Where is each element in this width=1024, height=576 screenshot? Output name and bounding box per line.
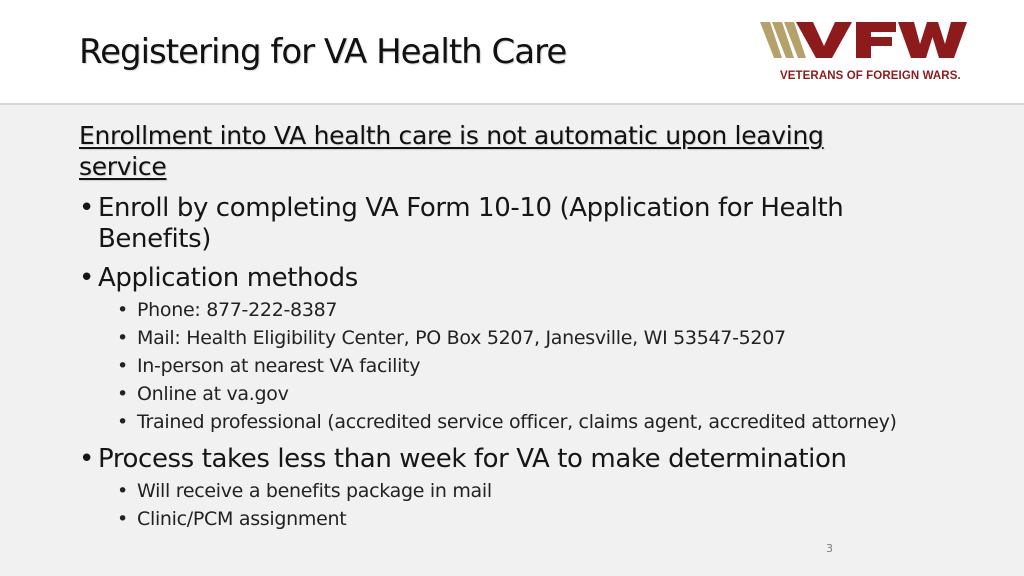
bullet-list — [79, 193, 959, 541]
bullet-text: Process takes less than week for VA to make determination — [98, 444, 847, 474]
vfw-wordmark — [796, 22, 967, 58]
page-number: 3 — [826, 542, 833, 555]
sub-bullet-item: • Phone: 877-222-8387 — [117, 296, 959, 324]
bullet-item — [79, 193, 959, 255]
logo-tagline: VETERANS OF FOREIGN WARS. — [780, 70, 961, 82]
slide-header — [0, 0, 1024, 103]
slide-title: Registering for VA Health Care — [79, 32, 567, 72]
bullet-text: Enroll by completing VA Form 10-10 (Application for Health Benefits) — [98, 193, 844, 254]
bullet-item — [79, 263, 959, 436]
sub-bullet-list — [98, 477, 959, 533]
lead-statement: Enrollment into VA health care is not automatic upon leaving service — [79, 121, 824, 181]
sub-bullet-item: • Online at va.gov — [117, 380, 959, 408]
slide-body — [0, 105, 1024, 576]
sub-bullet-item: • Clinic/PCM assignment — [117, 505, 959, 533]
sub-bullet-item: • Mail: Health Eligibility Center, PO Box 5207, Janesville, WI 53547-5207 — [117, 324, 959, 352]
sub-bullet-item: • Will receive a benefits package in mail — [117, 477, 959, 505]
bullet-text: Application methods — [98, 263, 358, 293]
bullet-item — [79, 444, 959, 533]
sub-bullet-list — [98, 296, 959, 436]
sub-bullet-item: • Trained professional (accredited service officer, claims agent, accredited attorney) — [117, 408, 959, 436]
sub-bullet-item: • In-person at nearest VA facility — [117, 352, 959, 380]
